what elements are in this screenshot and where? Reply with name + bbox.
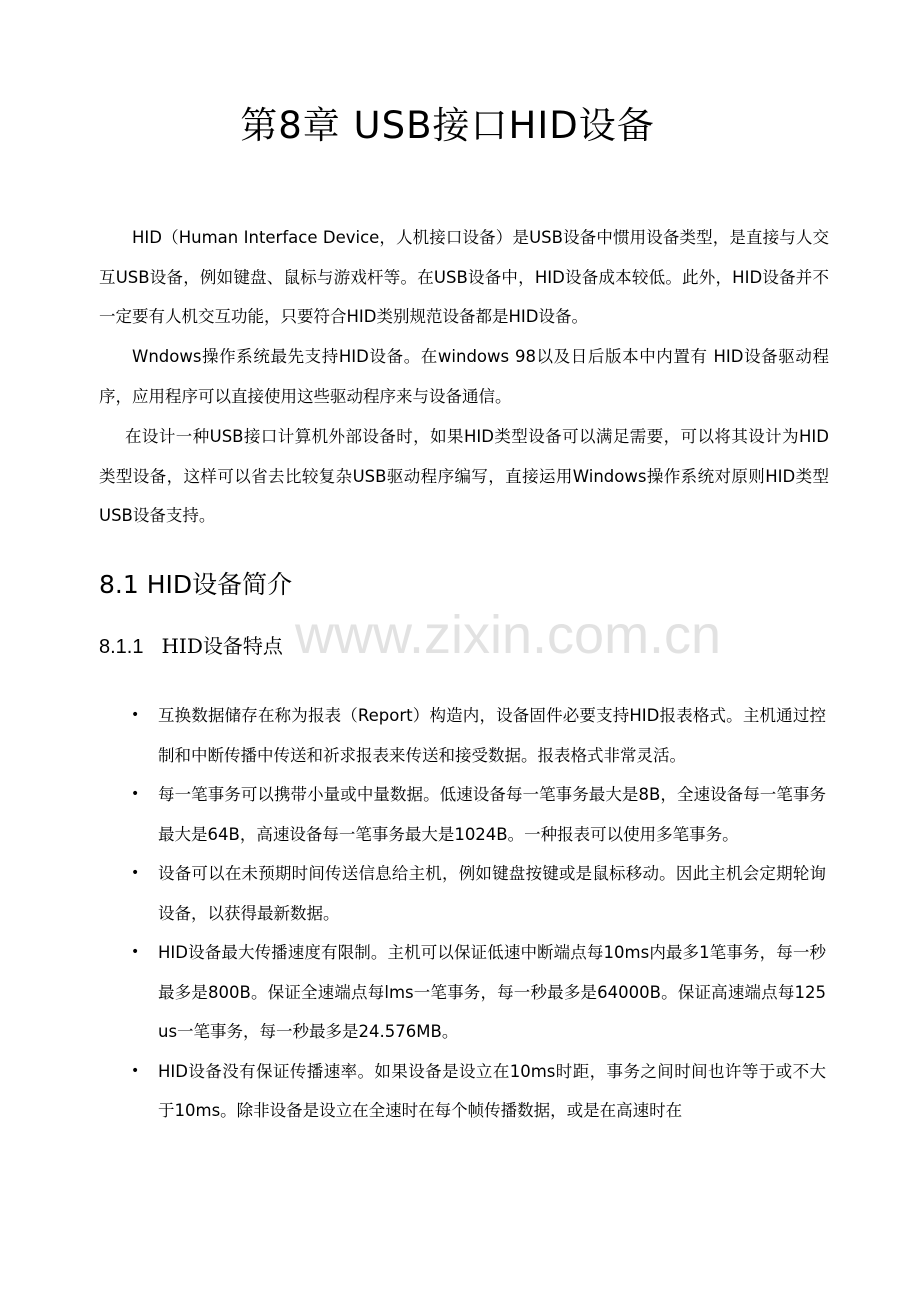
section-title: 8.1 HID设备简介 (99, 570, 293, 599)
bullet-icon: • (131, 865, 140, 881)
bullet-icon: • (131, 1062, 140, 1079)
intro-paragraph-3: 在设计一种USB接口计算机外部设备时，如果HID类型设备可以满足需要，可以将其设计为HID类型设备，这样可以省去比较复杂USB驱动程序编写，直接运用Windows操作系统对原则HID类型USB设备支持。 (99, 427, 829, 525)
list-item (131, 1052, 826, 1131)
list-item (131, 696, 826, 775)
subsection-text: HID设备特点 (161, 634, 283, 658)
list-item-text: 每一笔事务可以携带小量或中量数据。低速设备每一笔事务最大是8B，全速设备每一笔事务最大是64B，高速设备每一笔事务最大是1024B。一种报表可以使用多笔事务。 (158, 785, 826, 844)
watermark: www.zixin.com.cn (295, 605, 722, 665)
chapter-title: 第8章 USB接口HID设备 (240, 104, 655, 147)
subsection-number: 8.1.1 (99, 636, 144, 658)
list-item-text: HID设备最大传播速度有限制。主机可以保证低速中断端点每10ms内最多1笔事务，每一秒最多是800B。保证全速端点每lms一笔事务，每一秒最多是64000B。保证高速端点每125 us一笔事务，每一秒最多是24.576MB。 (158, 943, 826, 1041)
list-item (131, 933, 826, 1052)
list-item (131, 854, 826, 933)
list-item-text: 设备可以在未预期时间传送信息给主机，例如键盘按键或是鼠标移动。因此主机会定期轮询设备，以获得最新数据。 (158, 864, 826, 923)
bullet-icon: • (131, 707, 140, 723)
intro-paragraph-2: Wndows操作系统最先支持HID设备。在windows 98以及日后版本中内置有 HID设备驱动程序，应用程序可以直接使用这些驱动程序来与设备通信。 (99, 347, 829, 406)
intro-paragraph-1: HID（Human Interface Device，人机接口设备）是USB设备中惯用设备类型，是直接与人交互USB设备，例如键盘、鼠标与游戏杆等。在USB设备中，HID设备成本较低。此外，HID设备并不一定要有人机交互功能，只要符合HID类别规范设备都是HID设备。 (99, 228, 829, 326)
subsection-title (99, 626, 283, 667)
list-item-text: 互换数据储存在称为报表（Report）构造内，设备固件必要支持HID报表格式。主机通过控制和中断传播中传送和祈求报表来传送和接受数据。报表格式非常灵活。 (158, 706, 826, 765)
list-item (131, 775, 826, 854)
bullet-icon: • (131, 944, 140, 960)
list-item-text: HID设备没有保证传播速率。如果设备是设立在10ms时距，事务之间时间也许等于或不大于10ms。除非设备是设立在全速时在每个帧传播数据，或是在高速时在 (158, 1061, 826, 1120)
feature-list (0, 696, 920, 1131)
bullet-icon: • (131, 786, 140, 802)
